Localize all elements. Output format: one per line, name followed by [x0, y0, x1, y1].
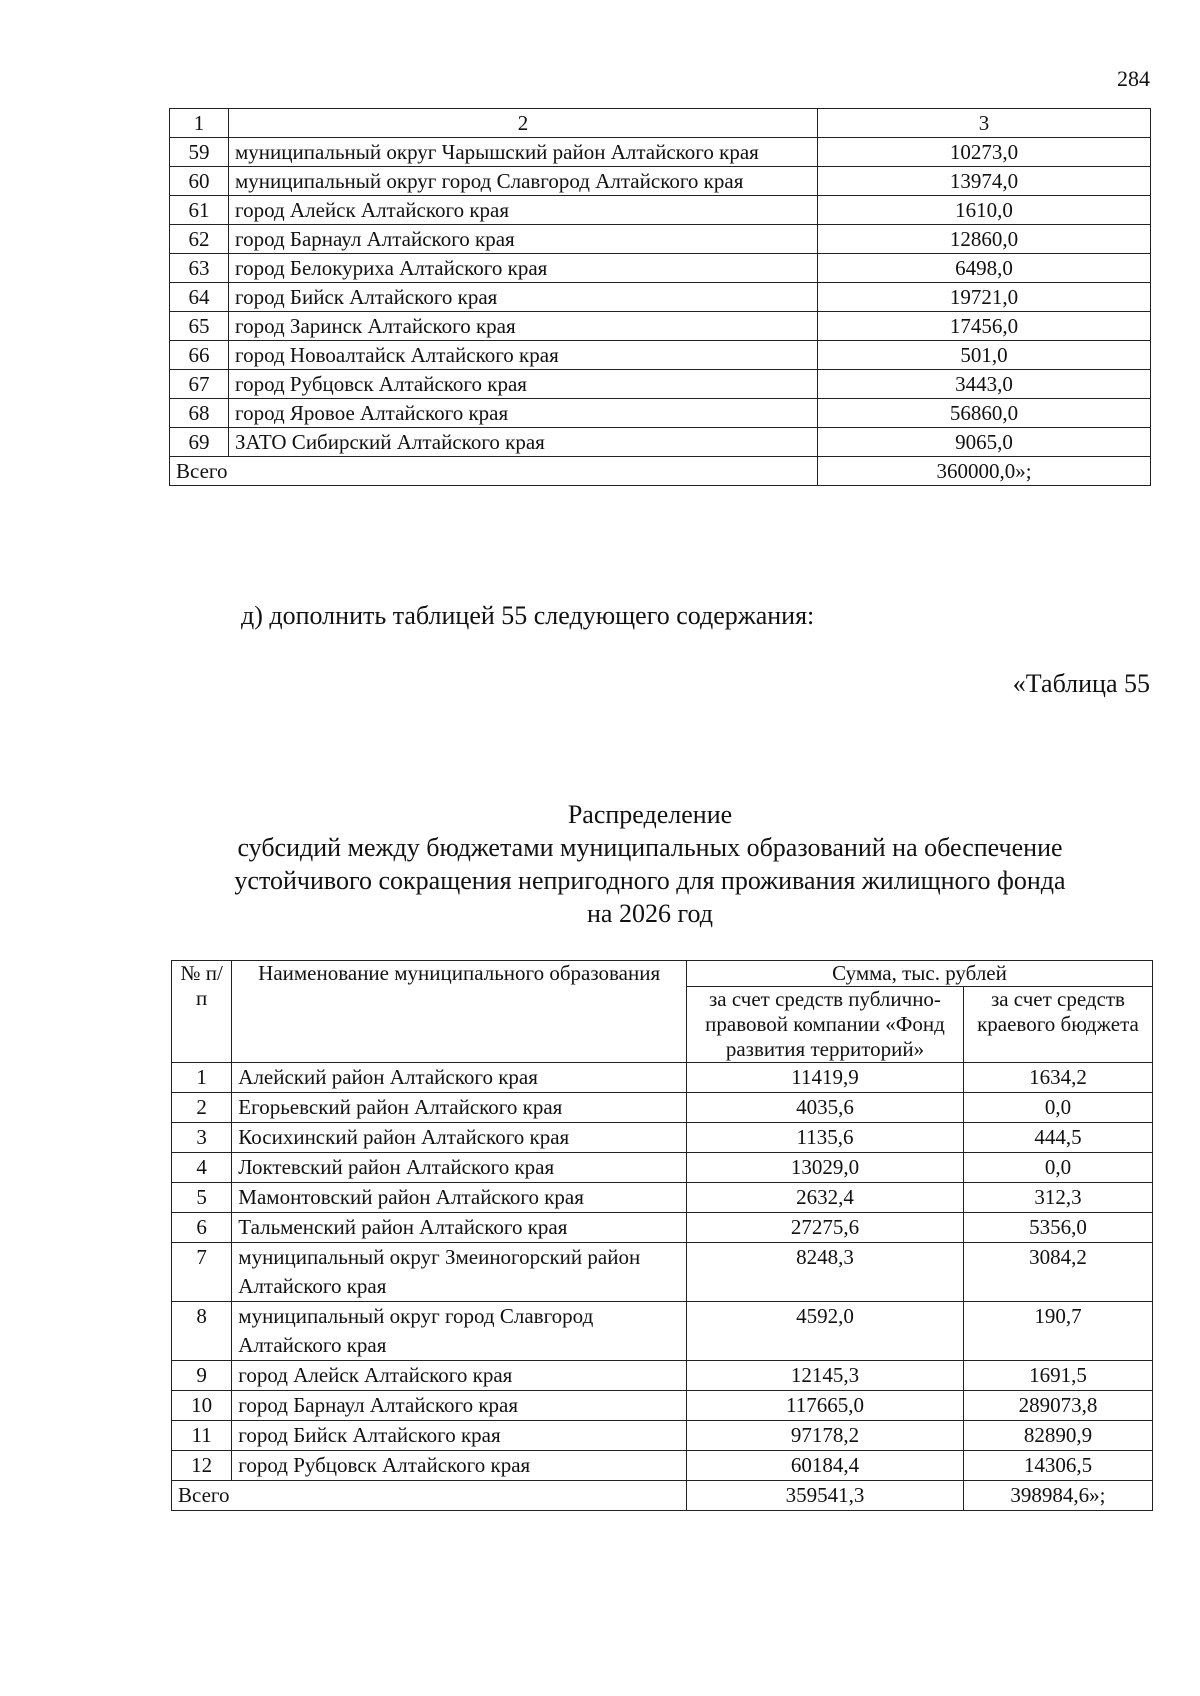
- regional-value: 190,7: [963, 1302, 1152, 1361]
- regional-value: 289073,8: [963, 1391, 1152, 1421]
- municipality-name: город Рубцовск Алтайского края: [229, 370, 818, 399]
- table-row: [170, 225, 1151, 254]
- title-line: субсидий между бюджетами муниципальных образований на обеспечение: [237, 833, 1063, 862]
- fund-value: 60184,4: [687, 1451, 964, 1481]
- municipality-name: муниципальный округ Змеиногорский район Алтайского края: [232, 1243, 687, 1302]
- row-number: 5: [172, 1183, 232, 1213]
- header-number: № п/п: [172, 961, 232, 1063]
- regional-value: 82890,9: [963, 1421, 1152, 1451]
- regional-value: 1634,2: [963, 1063, 1152, 1093]
- row-number: 63: [170, 254, 229, 283]
- municipality-name: город Бийск Алтайского края: [229, 283, 818, 312]
- regional-value: 1691,5: [963, 1361, 1152, 1391]
- regional-value: 444,5: [963, 1123, 1152, 1153]
- header-fund-column: за счет средств публично-правовой компании «Фонд развития территорий»: [687, 987, 964, 1063]
- fund-value: 97178,2: [687, 1421, 964, 1451]
- fund-value: 27275,6: [687, 1213, 964, 1243]
- total-fund-value: 359541,3: [687, 1481, 964, 1511]
- subsidy-value: 9065,0: [818, 428, 1151, 457]
- row-number: 62: [170, 225, 229, 254]
- table-label: «Таблица 55: [1012, 669, 1150, 698]
- header-sum: Сумма, тыс. рублей: [687, 961, 1153, 987]
- municipality-name: город Яровое Алтайского края: [229, 399, 818, 428]
- row-number: 66: [170, 341, 229, 370]
- subsidy-value: 6498,0: [818, 254, 1151, 283]
- row-number: 9: [172, 1361, 232, 1391]
- fund-value: 11419,9: [687, 1063, 964, 1093]
- table-row: [170, 370, 1151, 399]
- municipality-name: город Алейск Алтайского края: [232, 1361, 687, 1391]
- municipality-name: Косихинский район Алтайского края: [232, 1123, 687, 1153]
- regional-value: 14306,5: [963, 1451, 1152, 1481]
- table-header-row: [172, 961, 1153, 987]
- header-regional-column: за счет средств краевого бюджета: [963, 987, 1152, 1063]
- regional-value: 5356,0: [963, 1213, 1152, 1243]
- table-row: [172, 1213, 1153, 1243]
- fund-value: 12145,3: [687, 1361, 964, 1391]
- municipality-name: город Новоалтайск Алтайского края: [229, 341, 818, 370]
- regional-value: 3084,2: [963, 1243, 1152, 1302]
- subsidy-value: 10273,0: [818, 138, 1151, 167]
- regional-value: 0,0: [963, 1153, 1152, 1183]
- column-number-3: 3: [818, 109, 1151, 138]
- row-number: 67: [170, 370, 229, 399]
- table-row: [170, 283, 1151, 312]
- subsidy-distribution-table: [171, 960, 1153, 1511]
- table-row: [170, 254, 1151, 283]
- regional-value: 312,3: [963, 1183, 1152, 1213]
- subsidy-value: 501,0: [818, 341, 1151, 370]
- total-row: [170, 457, 1151, 486]
- table-row: [170, 341, 1151, 370]
- subsidy-value: 12860,0: [818, 225, 1151, 254]
- subsidy-value: 1610,0: [818, 196, 1151, 225]
- table-row: [170, 312, 1151, 341]
- table-row: [172, 1183, 1153, 1213]
- total-value: 360000,0»;: [818, 457, 1151, 486]
- regional-value: 0,0: [963, 1093, 1152, 1123]
- row-number: 1: [172, 1063, 232, 1093]
- row-number: 59: [170, 138, 229, 167]
- subsidy-value: 3443,0: [818, 370, 1151, 399]
- row-number: 2: [172, 1093, 232, 1123]
- row-number: 61: [170, 196, 229, 225]
- municipality-name: город Алейск Алтайского края: [229, 196, 818, 225]
- row-number: 4: [172, 1153, 232, 1183]
- total-label: Всего: [172, 1481, 687, 1511]
- table-header-row: [170, 109, 1151, 138]
- table-row: [170, 167, 1151, 196]
- table-row: [172, 1361, 1153, 1391]
- title-line: устойчивого сокращения непригодного для проживания жилищного фонда: [234, 866, 1066, 895]
- table-row: [172, 1421, 1153, 1451]
- municipality-name: Тальменский район Алтайского края: [232, 1213, 687, 1243]
- row-number: 7: [172, 1243, 232, 1302]
- municipality-name: ЗАТО Сибирский Алтайского края: [229, 428, 818, 457]
- row-number: 65: [170, 312, 229, 341]
- table-row: [170, 138, 1151, 167]
- row-number: 11: [172, 1421, 232, 1451]
- fund-value: 1135,6: [687, 1123, 964, 1153]
- total-regional-value: 398984,6»;: [963, 1481, 1152, 1511]
- municipality-name: город Бийск Алтайского края: [232, 1421, 687, 1451]
- municipality-name: город Заринск Алтайского края: [229, 312, 818, 341]
- fund-value: 117665,0: [687, 1391, 964, 1421]
- municipality-name: Локтевский район Алтайского края: [232, 1153, 687, 1183]
- row-number: 60: [170, 167, 229, 196]
- fund-value: 2632,4: [687, 1183, 964, 1213]
- total-row: [172, 1481, 1153, 1511]
- subsidy-value: 13974,0: [818, 167, 1151, 196]
- municipality-name: Егорьевский район Алтайского края: [232, 1093, 687, 1123]
- column-number-2: 2: [229, 109, 818, 138]
- subsidy-value: 56860,0: [818, 399, 1151, 428]
- table-title: [150, 798, 1150, 930]
- title-line: Распределение: [567, 800, 733, 829]
- subsidy-value: 19721,0: [818, 283, 1151, 312]
- subsidy-value: 17456,0: [818, 312, 1151, 341]
- fund-value: 8248,3: [687, 1243, 964, 1302]
- table-row: [172, 1302, 1153, 1361]
- row-number: 6: [172, 1213, 232, 1243]
- row-number: 3: [172, 1123, 232, 1153]
- amendment-instruction: д) дополнить таблицей 55 следующего содержания:: [241, 601, 815, 630]
- column-number-1: 1: [170, 109, 229, 138]
- table-row: [172, 1451, 1153, 1481]
- municipality-name: муниципальный округ город Славгород Алтайского края: [229, 167, 818, 196]
- row-number: 69: [170, 428, 229, 457]
- municipality-name: муниципальный округ Чарышский район Алтайского края: [229, 138, 818, 167]
- row-number: 68: [170, 399, 229, 428]
- fund-value: 13029,0: [687, 1153, 964, 1183]
- municipality-name: Алейский район Алтайского края: [232, 1063, 687, 1093]
- table-row: [170, 399, 1151, 428]
- row-number: 10: [172, 1391, 232, 1421]
- municipality-name: Мамонтовский район Алтайского края: [232, 1183, 687, 1213]
- table-row: [172, 1391, 1153, 1421]
- table-row: [172, 1063, 1153, 1093]
- total-label: Всего: [170, 457, 818, 486]
- title-line: на 2026 год: [587, 899, 713, 928]
- table-row: [172, 1123, 1153, 1153]
- table-row: [172, 1093, 1153, 1123]
- row-number: 64: [170, 283, 229, 312]
- fund-value: 4035,6: [687, 1093, 964, 1123]
- row-number: 8: [172, 1302, 232, 1361]
- municipality-name: город Барнаул Алтайского края: [232, 1391, 687, 1421]
- header-municipality: Наименование муниципального образования: [232, 961, 687, 1063]
- table-row: [172, 1153, 1153, 1183]
- page-number: 284: [1117, 66, 1150, 91]
- table-row: [170, 428, 1151, 457]
- table-row: [172, 1243, 1153, 1302]
- table-row: [170, 196, 1151, 225]
- municipality-name: город Барнаул Алтайского края: [229, 225, 818, 254]
- row-number: 12: [172, 1451, 232, 1481]
- fund-value: 4592,0: [687, 1302, 964, 1361]
- municipality-name: город Белокуриха Алтайского края: [229, 254, 818, 283]
- table-continuation: [169, 108, 1151, 486]
- municipality-name: муниципальный округ город Славгород Алтайского края: [232, 1302, 687, 1361]
- municipality-name: город Рубцовск Алтайского края: [232, 1451, 687, 1481]
